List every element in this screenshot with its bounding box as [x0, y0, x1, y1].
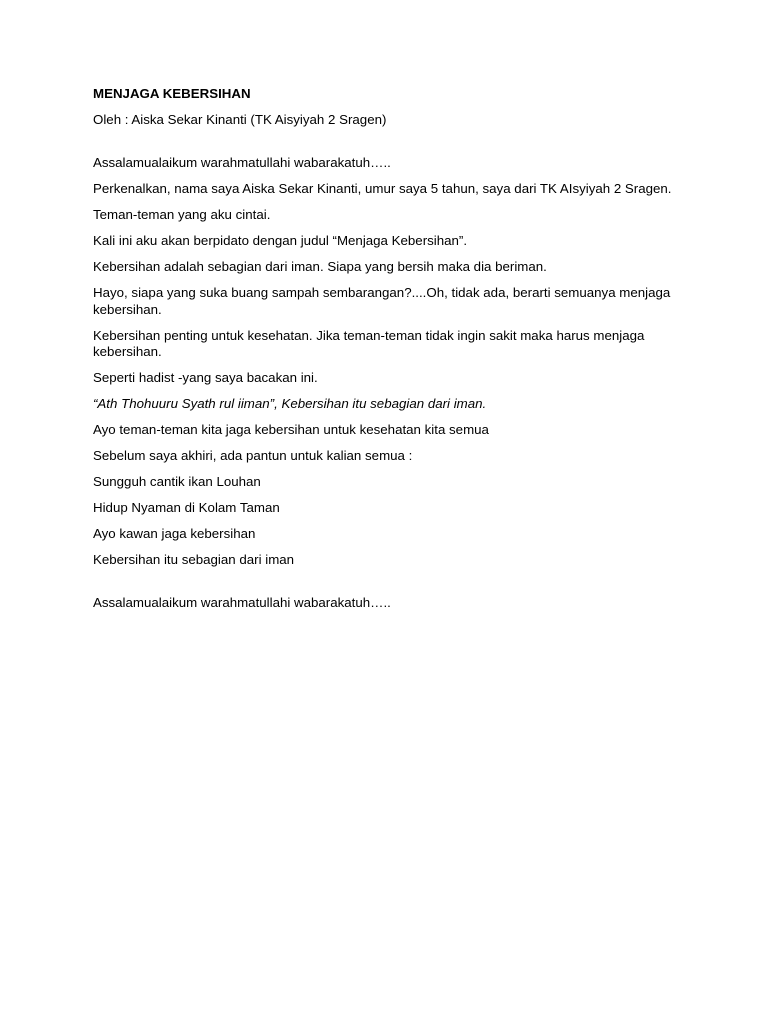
pantun-line: Kebersihan itu sebagian dari iman — [93, 552, 295, 567]
closing-greeting: Assalamualaikum warahmatullahi wabarakatuh….. — [93, 595, 391, 610]
paragraph: Ayo teman-teman kita jaga kebersihan untuk kesehatan kita semua — [93, 422, 489, 437]
hadith-quote: “Ath Thohuuru Syath rul iiman”, Kebersihan itu sebagian dari iman. — [93, 396, 487, 411]
spacer — [93, 138, 673, 155]
paragraph: Teman-teman yang aku cintai. — [93, 207, 271, 222]
paragraph: Perkenalkan, nama saya Aiska Sekar Kinanti, umur saya 5 tahun, saya dari TK AIsyiyah 2 Sragen. — [93, 181, 672, 196]
author-line: Oleh : Aiska Sekar Kinanti (TK Aisyiyah 2 Sragen) — [93, 112, 387, 127]
paragraph: Kali ini aku akan berpidato dengan judul “Menjaga Kebersihan”. — [93, 233, 468, 248]
pantun-line: Ayo kawan jaga kebersihan — [93, 526, 256, 541]
spacer — [93, 578, 673, 595]
paragraph: Seperti hadist -yang saya bacakan ini. — [93, 370, 318, 385]
paragraph: Kebersihan penting untuk kesehatan. Jika teman-teman tidak ingin sakit maka harus menjaga kebersihan. — [93, 327, 645, 359]
paragraph: Sebelum saya akhiri, ada pantun untuk kalian semua : — [93, 448, 413, 463]
document-title: MENJAGA KEBERSIHAN — [93, 86, 251, 101]
paragraph: Kebersihan adalah sebagian dari iman. Siapa yang bersih maka dia beriman. — [93, 259, 547, 274]
document-body — [93, 86, 673, 621]
pantun-line: Sungguh cantik ikan Louhan — [93, 474, 261, 489]
pantun-line: Hidup Nyaman di Kolam Taman — [93, 500, 280, 515]
opening-greeting: Assalamualaikum warahmatullahi wabarakatuh….. — [93, 155, 391, 170]
paragraph: Hayo, siapa yang suka buang sampah sembarangan?....Oh, tidak ada, berarti semuanya menjaga kebersihan. — [93, 285, 671, 317]
